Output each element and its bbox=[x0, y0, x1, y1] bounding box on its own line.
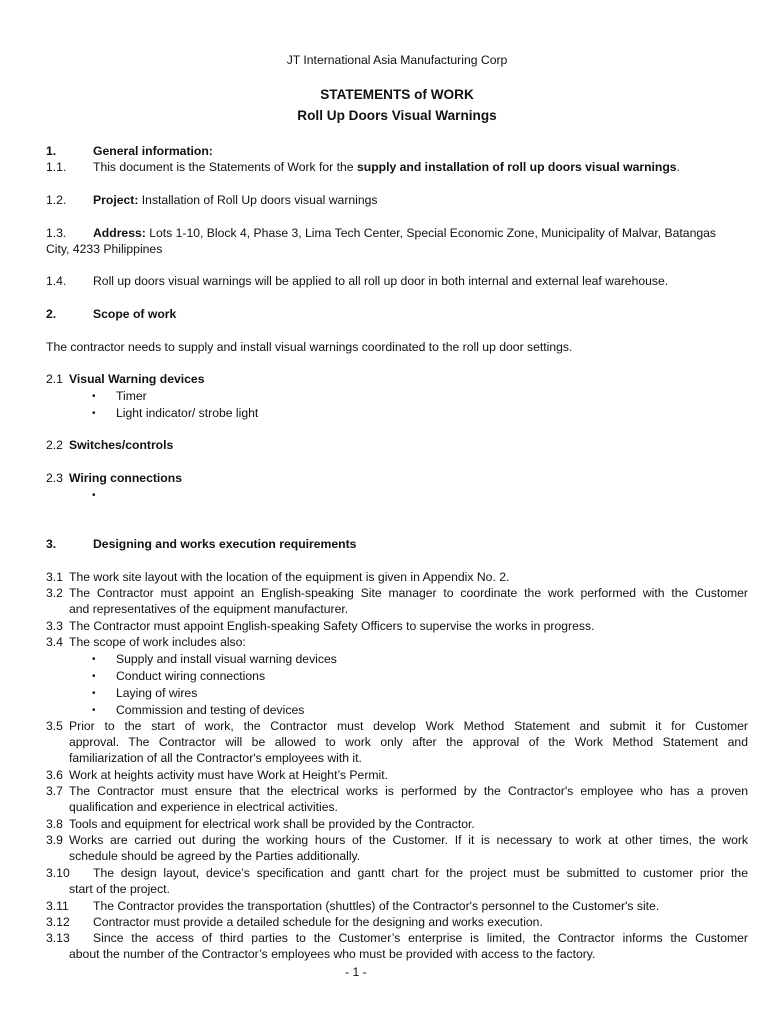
section-3-number: 3. bbox=[46, 537, 57, 551]
item-3-5-text-cont: familiarization of all the Contractor's employees with it. bbox=[69, 751, 362, 765]
item-3-5-text-cont: approval. The Contractor will be allowed to work only after the approval of the Work Method Statement and bbox=[69, 735, 748, 749]
item-1-3-number: 1.3. bbox=[46, 226, 67, 240]
item-3-2-number: 3.2 bbox=[46, 586, 63, 600]
document-title: STATEMENTS of WORK bbox=[320, 87, 474, 102]
item-3-3-text: The Contractor must appoint English-speaking Safety Officers to supervise the works in progress. bbox=[69, 619, 595, 633]
item-3-1-number: 3.1 bbox=[46, 570, 63, 584]
item-3-7-text-cont: qualification and experience in electrical activities. bbox=[69, 800, 338, 814]
item-3-1-text: The work site layout with the location of the equipment is given in Appendix No. 2. bbox=[69, 570, 510, 584]
item-3-13-number: 3.13 bbox=[46, 931, 70, 945]
item-3-8-number: 3.8 bbox=[46, 817, 63, 831]
item-3-12-text: Contractor must provide a detailed schedule for the designing and works execution. bbox=[93, 915, 543, 929]
document-subtitle: Roll Up Doors Visual Warnings bbox=[297, 108, 497, 123]
item-3-4-number: 3.4 bbox=[46, 635, 63, 649]
page-number: - 1 - bbox=[345, 965, 367, 979]
item-3-7-number: 3.7 bbox=[46, 784, 63, 798]
item-3-8-text: Tools and equipment for electrical work shall be provided by the Contractor. bbox=[69, 817, 475, 831]
item-2-1-number: 2.1 bbox=[46, 372, 63, 386]
item-3-10-number: 3.10 bbox=[46, 866, 70, 880]
list-item: • Timer bbox=[92, 389, 147, 403]
item-3-13-text-cont: about the number of the Contractor’s employees who must be provided with access to the factory. bbox=[69, 947, 596, 961]
section-3-heading: Designing and works execution requirements bbox=[93, 537, 357, 551]
item-2-3-number: 2.3 bbox=[46, 471, 63, 485]
item-2-2-heading: Switches/controls bbox=[69, 438, 174, 452]
item-3-5-number: 3.5 bbox=[46, 719, 63, 733]
item-2-2-number: 2.2 bbox=[46, 438, 63, 452]
section-1-heading: General information: bbox=[93, 144, 213, 158]
item-3-10-text: The design layout, device’s specification and gantt chart for the project must be submitted to customer prior the bbox=[93, 866, 748, 880]
item-2-3-heading: Wiring connections bbox=[69, 471, 182, 485]
item-3-10-text-cont: start of the project. bbox=[69, 882, 170, 896]
list-item: • Supply and install visual warning devices bbox=[92, 652, 337, 666]
item-1-2-text: Project: Installation of Roll Up doors visual warnings bbox=[93, 193, 378, 207]
list-item: • Light indicator/ strobe light bbox=[92, 406, 259, 420]
item-3-7-text: The Contractor must ensure that the electrical works is performed by the Contractor's employee who has a proven bbox=[69, 784, 748, 798]
item-3-2-text-cont: and representatives of the equipment manufacturer. bbox=[69, 602, 349, 616]
section-2-heading: Scope of work bbox=[93, 307, 177, 321]
item-3-6-text: Work at heights activity must have Work at Height’s Permit. bbox=[69, 768, 389, 782]
item-1-1-text: This document is the Statements of Work for the supply and installation of roll up doors visual warnings. bbox=[93, 160, 680, 174]
item-1-3-text: Address: Lots 1-10, Block 4, Phase 3, Lima Tech Center, Special Economic Zone, Municipality of Malvar, Batangas bbox=[93, 226, 717, 240]
list-item: • Commission and testing of devices bbox=[92, 703, 305, 717]
empty-list-item: • bbox=[92, 490, 96, 501]
section-1-number: 1. bbox=[46, 144, 57, 158]
item-1-4-text: Roll up doors visual warnings will be applied to all roll up door in both internal and external leaf warehouse. bbox=[93, 274, 669, 288]
item-3-9-text-cont: schedule should be agreed by the Parties additionally. bbox=[69, 849, 361, 863]
item-3-12-number: 3.12 bbox=[46, 915, 70, 929]
item-3-11-text: The Contractor provides the transportation (shuttles) of the Contractor's personnel to the Customer's site. bbox=[93, 899, 660, 913]
item-3-3-number: 3.3 bbox=[46, 619, 63, 633]
item-3-4-text: The scope of work includes also: bbox=[69, 635, 246, 649]
item-1-3-text-cont: City, 4233 Philippines bbox=[46, 242, 163, 256]
item-3-9-text: Works are carried out during the working hours of the Customer. If it is necessary to work at other times, the work bbox=[69, 833, 748, 847]
item-1-2-number: 1.2. bbox=[46, 193, 67, 207]
item-1-4-number: 1.4. bbox=[46, 274, 67, 288]
list-item: • Conduct wiring connections bbox=[92, 669, 266, 683]
item-2-1-heading: Visual Warning devices bbox=[69, 372, 205, 386]
item-3-13-text: Since the access of third parties to the Customer’s enterprise is limited, the Contractor informs the Customer bbox=[93, 931, 748, 945]
item-1-1-number: 1.1. bbox=[46, 160, 67, 174]
item-3-9-number: 3.9 bbox=[46, 833, 63, 847]
section-2-intro: The contractor needs to supply and install visual warnings coordinated to the roll up door settings. bbox=[46, 340, 573, 354]
section-2-number: 2. bbox=[46, 307, 57, 321]
item-3-6-number: 3.6 bbox=[46, 768, 63, 782]
list-item: • Laying of wires bbox=[92, 686, 198, 700]
company-name: JT International Asia Manufacturing Corp bbox=[286, 53, 508, 67]
item-3-11-number: 3.11 bbox=[46, 899, 69, 913]
item-3-2-text: The Contractor must appoint an English-speaking Site manager to coordinate the work performed with the Customer bbox=[69, 586, 748, 600]
item-3-5-text: Prior to the start of work, the Contractor must develop Work Method Statement and submit it for Customer bbox=[69, 719, 748, 733]
